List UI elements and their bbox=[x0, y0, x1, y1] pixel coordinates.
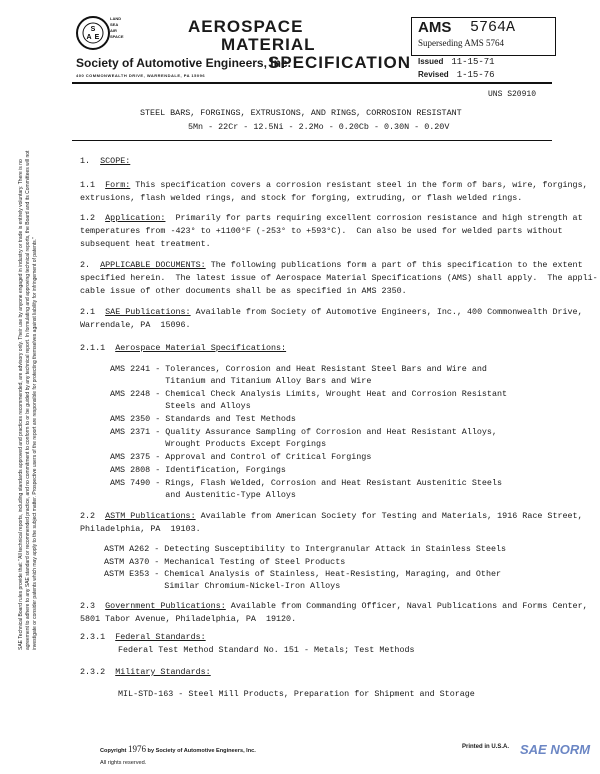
technical-board-disclaimer: SAE Technical Board rules provide that: "All technical reports, including standards approved and practices recommended, are advisory only. Their use by anyone engaged in industry or trade is entirely voluntary. There is no agreement to adhere to any SAE standard or recommended practice, and no commitment to conform to or be guided by any technical report. In formulating and approving technical reports, the Board and its Committees will not investigate or consider patents which may apply to the subject matter. Prospective users of the report are responsible for protecting themselves against liability for infringement of patents." bbox=[18, 150, 38, 650]
section-2-3-line2: 5801 Tabor Avenue, Philadelphia, PA 19120. bbox=[80, 614, 297, 624]
rights-reserved: All rights reserved. bbox=[100, 760, 147, 766]
svg-text:A: A bbox=[86, 34, 92, 41]
title-aerospace: AEROSPACE bbox=[188, 17, 304, 36]
section-1-2: 1.2 Application: Primarily for parts requiring excellent corrosion resistance and high strength at bbox=[80, 213, 583, 223]
subject-title: STEEL BARS, FORGINGS, EXTRUSIONS, AND RINGS, CORROSION RESISTANT bbox=[140, 108, 462, 118]
header-divider bbox=[72, 82, 552, 84]
composition-line: 5Mn - 22Cr - 12.5Ni - 2.2Mo - 0.20Cb - 0.30N - 0.20V bbox=[188, 122, 450, 132]
astm-reference-3: ASTM E353 - Chemical Analysis of Stainless, Heat-Resisting, Maraging, and Other bbox=[104, 569, 502, 579]
astm-reference-3-cont: Similar Chromium-Nickel-Iron Alloys bbox=[104, 581, 341, 591]
federal-standard: Federal Test Method Standard No. 151 - Metals; Test Methods bbox=[118, 645, 415, 655]
title-specification: SPECIFICATION bbox=[268, 53, 412, 72]
superseding-note: Superseding AMS 5764 bbox=[418, 38, 505, 48]
section-1-2-line2: temperatures from -423° to +1100°F (-253° to +593°C). Can also be used for welded parts without bbox=[80, 226, 563, 236]
ams-reference-3: AMS 2350 - Standards and Test Methods bbox=[110, 414, 296, 424]
title-material: MATERIAL bbox=[221, 35, 316, 54]
section-1-2-line3: subsequent heat treatment. bbox=[80, 239, 211, 249]
ams-reference-6: AMS 2808 - Identification, Forgings bbox=[110, 465, 286, 475]
logo-caption: LAND SEA AIR SPACE bbox=[110, 16, 124, 39]
section-1-1: 1.1 Form: This specification covers a corrosion resistant steel in the form of bars, wire, forgings, bbox=[80, 180, 588, 190]
section-2-line2: specified herein. The latest issue of Aerospace Material Specifications (AMS) shall apply. The appli- bbox=[80, 273, 598, 283]
society-name: Society of Automotive Engineers, Inc. bbox=[76, 56, 291, 70]
ams-reference-4-cont: Wrought Products Except Forgings bbox=[110, 439, 327, 449]
section-2-1-1: 2.1.1 Aerospace Material Specifications: bbox=[80, 343, 287, 353]
revised-row bbox=[418, 70, 495, 80]
ams-reference-7-cont: and Austenitic-Type Alloys bbox=[110, 490, 296, 500]
copyright-line: Copyright 1976 by Society of Automotive Engineers, Inc. bbox=[100, 744, 256, 754]
svg-text:S: S bbox=[90, 26, 96, 33]
sae-logo bbox=[76, 16, 110, 50]
ams-number: 5764A bbox=[470, 19, 516, 36]
astm-reference-1: ASTM A262 - Detecting Susceptibility to Intergranular Attack in Stainless Steels bbox=[104, 544, 507, 554]
ams-reference-7: AMS 7490 - Rings, Flash Welded, Corrosion and Heat Resistant Austenitic Steels bbox=[110, 478, 503, 488]
copyright-year: 1976 bbox=[127, 744, 146, 754]
astm-reference-2: ASTM A370 - Mechanical Testing of Steel Products bbox=[104, 557, 346, 567]
ams-reference-2-cont: Steels and Alloys bbox=[110, 401, 251, 411]
section-2-1-line2: Warrendale, PA 15096. bbox=[80, 320, 191, 330]
issued-label: Issued bbox=[418, 57, 444, 66]
uns-number: UNS S20910 bbox=[488, 90, 537, 99]
section-1-1-line2: extrusions, flash welded rings, and stock for forging, extruding, or flash welded rings. bbox=[80, 193, 523, 203]
ams-reference-1-cont: Titanium and Titanium Alloy Bars and Wire bbox=[110, 376, 372, 386]
ams-number-box bbox=[411, 17, 556, 56]
section-2-1: 2.1 SAE Publications: Available from Society of Automotive Engineers, Inc., 400 Commonwealth Drive, bbox=[80, 307, 583, 317]
section-2-2-line2: Philadelphia, PA 19103. bbox=[80, 524, 201, 534]
section-1-heading: 1. SCOPE: bbox=[80, 156, 131, 166]
revised-date: 1-15-76 bbox=[456, 70, 495, 80]
printed-in-usa: Printed in U.S.A. bbox=[462, 744, 510, 750]
ams-reference-4: AMS 2371 - Quality Assurance Sampling of Corrosion and Heat Resistant Alloys, bbox=[110, 427, 497, 437]
section-2-3-2: 2.3.2 Military Standards: bbox=[80, 667, 211, 677]
section-2-3-1: 2.3.1 Federal Standards: bbox=[80, 632, 206, 642]
svg-text:E: E bbox=[94, 34, 100, 41]
military-standard: MIL-STD-163 - Steel Mill Products, Preparation for Shipment and Storage bbox=[118, 689, 475, 699]
section-2-2: 2.2 ASTM Publications: Available from American Society for Testing and Materials, 1916 Race Street, bbox=[80, 511, 583, 521]
title-divider bbox=[72, 140, 552, 141]
ams-reference-2: AMS 2248 - Chemical Check Analysis Limits, Wrought Heat and Corrosion Resistant bbox=[110, 389, 508, 399]
section-2-3: 2.3 Government Publications: Available from Commanding Officer, Naval Publications and Forms Center, bbox=[80, 601, 588, 611]
section-2-line3: cable issue of other documents shall be as specified in AMS 2350. bbox=[80, 286, 407, 296]
ams-label: AMS bbox=[418, 19, 452, 36]
issued-row bbox=[418, 57, 495, 67]
sae-norm-watermark: SAE NORM bbox=[520, 742, 591, 757]
issued-date: 11-15-71 bbox=[451, 57, 495, 67]
ams-reference-1: AMS 2241 - Tolerances, Corrosion and Heat Resistant Steel Bars and Wire and bbox=[110, 364, 487, 374]
society-address: 400 COMMONWEALTH DRIVE, WARRENDALE, PA 15096 bbox=[76, 73, 206, 78]
section-2-heading: 2. APPLICABLE DOCUMENTS: The following publications form a part of this specification to the extent bbox=[80, 260, 583, 270]
sae-emblem-icon bbox=[82, 22, 104, 44]
ams-reference-5: AMS 2375 - Approval and Control of Critical Forgings bbox=[110, 452, 372, 462]
revised-label: Revised bbox=[418, 70, 449, 79]
